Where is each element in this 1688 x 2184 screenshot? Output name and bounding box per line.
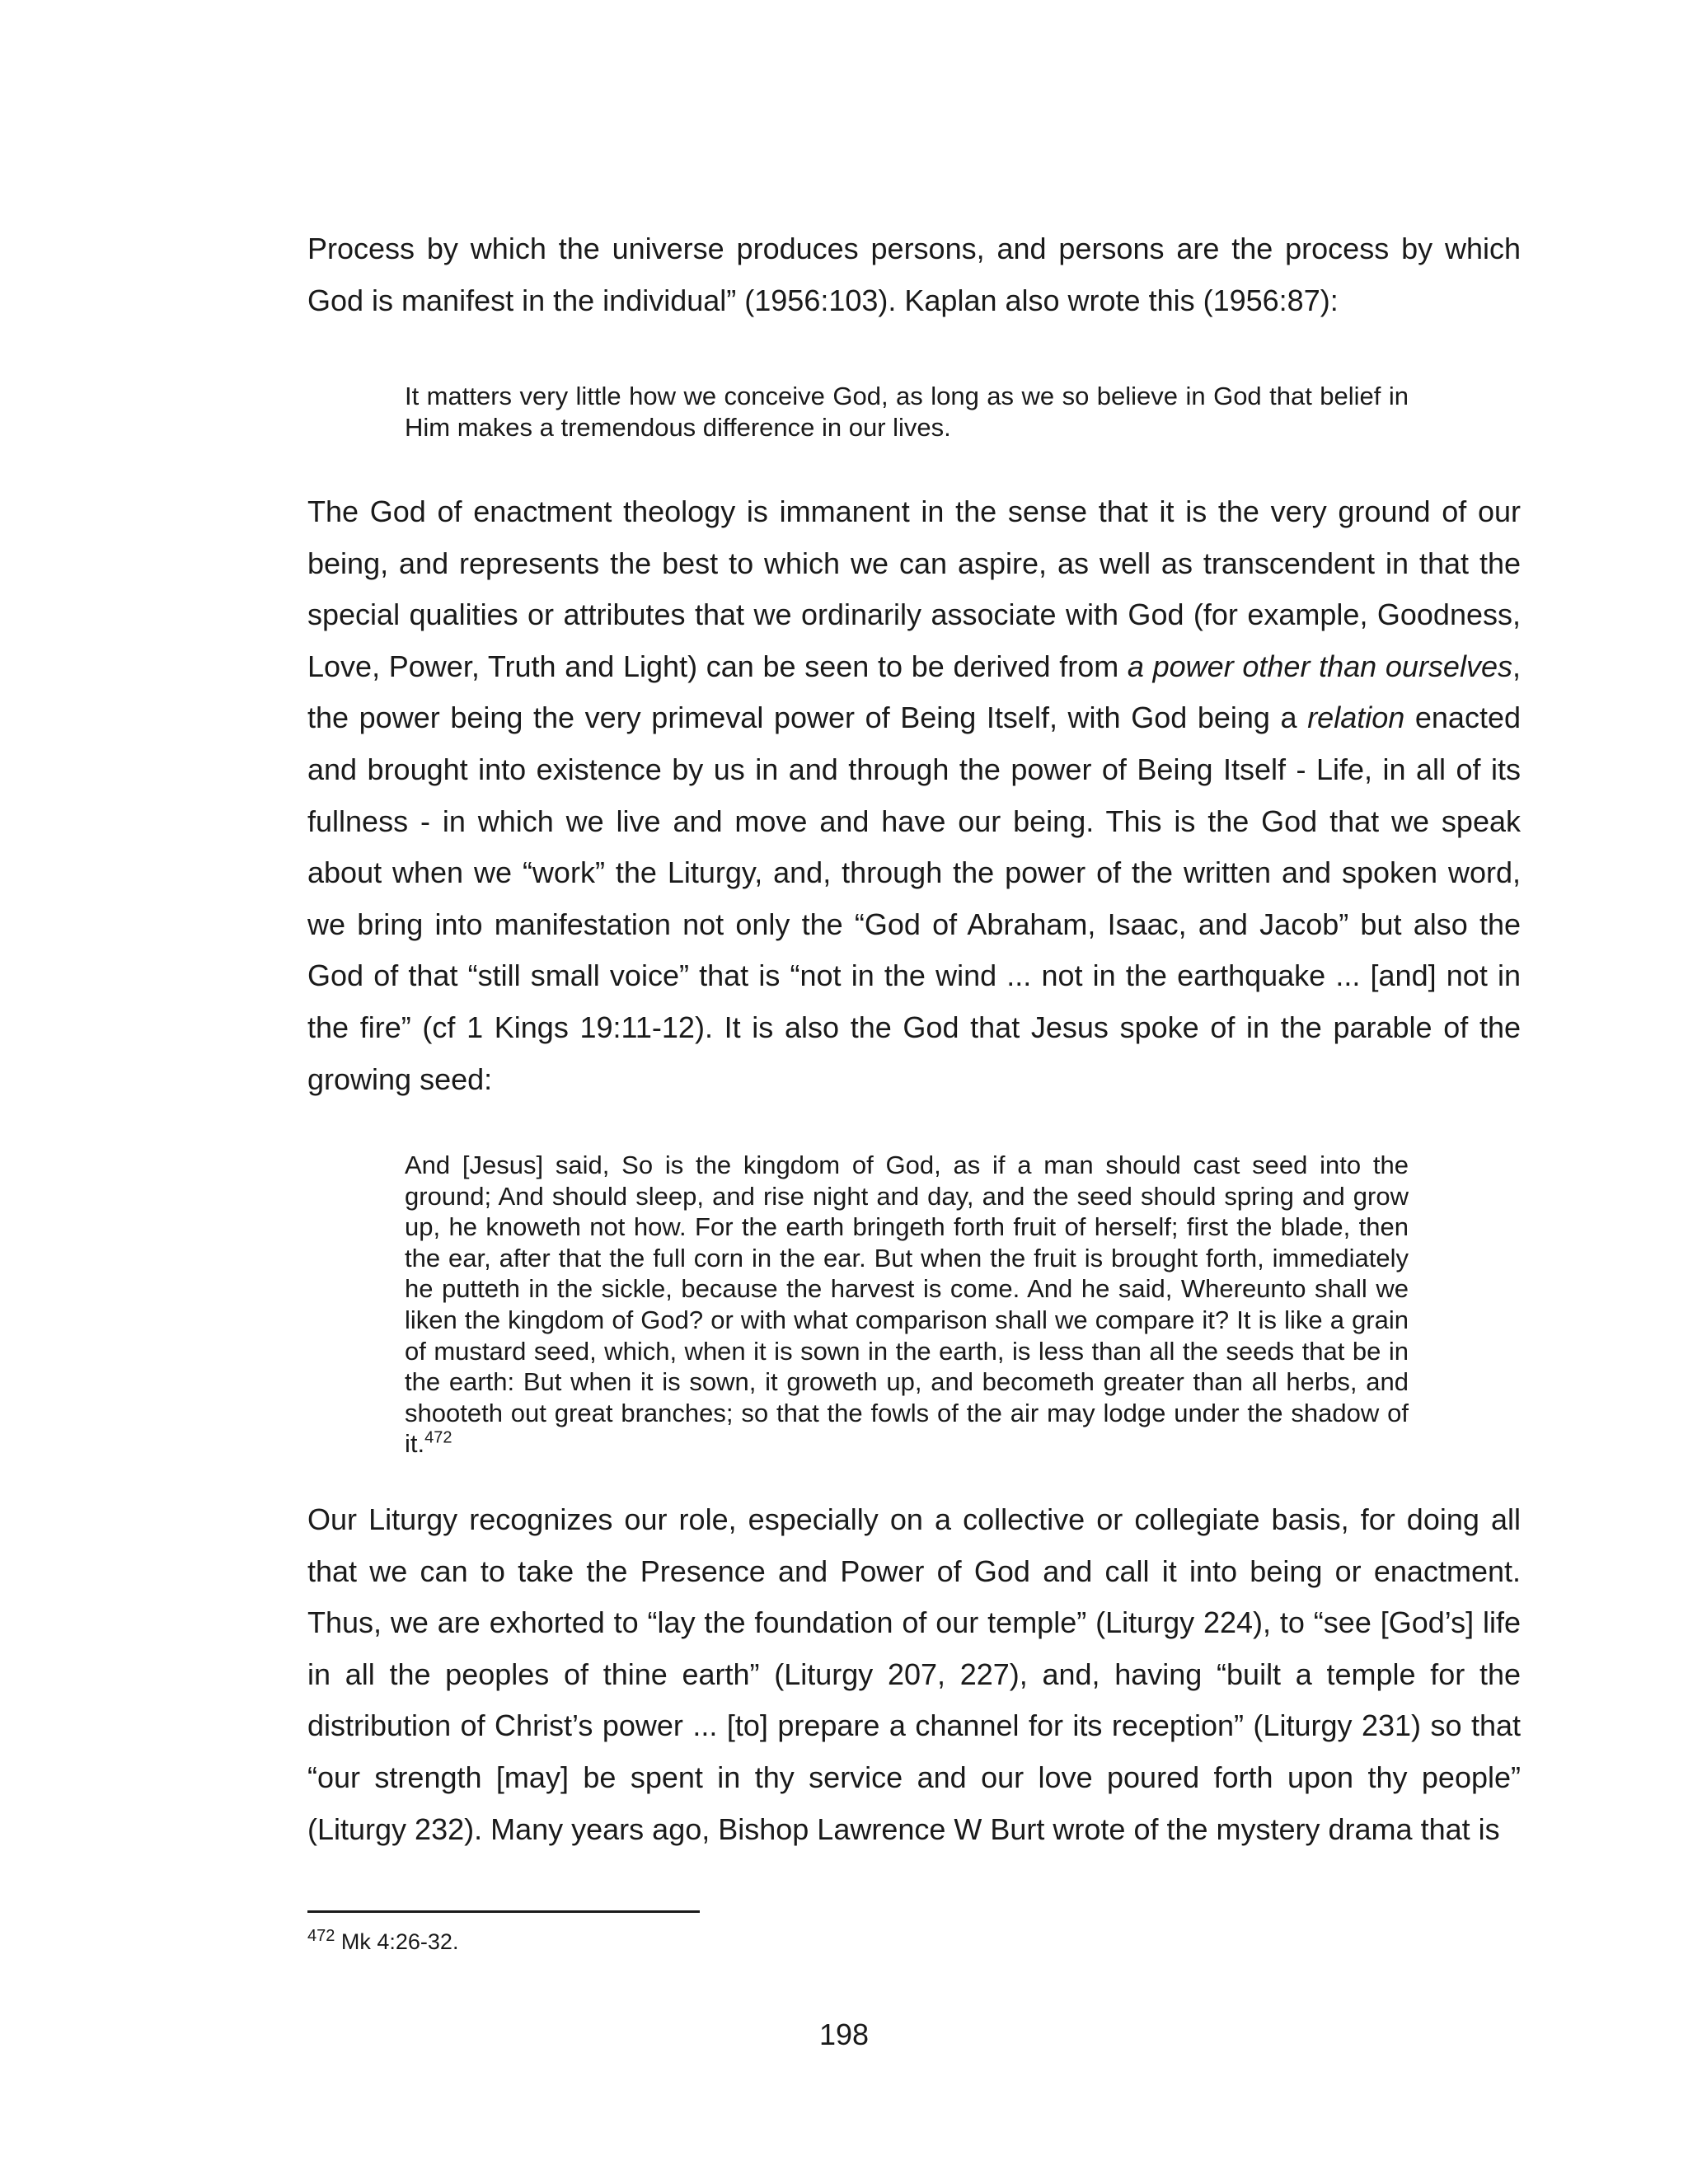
block-quote-kaplan xyxy=(405,381,1409,443)
paragraph-liturgy-role xyxy=(307,1494,1521,1855)
footnote-reference[interactable]: 472 xyxy=(424,1429,452,1448)
page-number: 198 xyxy=(818,2018,870,2051)
emphasis-text: a power other than ourselves xyxy=(1127,649,1512,683)
paragraph-text: The God of enactment theology is immanent in the sense that it is the very ground of our being, and represents the best to which we can aspire, as well as transcendent in that the special qualities or attributes that we ordinarily associate with God (for example, Goodness, Love, Power, Truth and Light) can be seen to be derived from xyxy=(307,494,1521,683)
footnote xyxy=(307,1927,458,1957)
paragraph-text: Process by which the universe produces persons, and persons are the process by which God is manifest in the individual” (1956:103). Kaplan also wrote this (1956:87): xyxy=(307,232,1521,317)
footnote-separator xyxy=(307,1910,700,1913)
footnote-number: 472 xyxy=(307,1927,335,1945)
paragraph-text: , the power being the very primeval power of Being Itself, with God being a xyxy=(307,649,1521,735)
paragraph-text: Our Liturgy recognizes our role, especially on a collective or collegiate basis, for doing all that we can to take the Presence and Power of God and call it into being or enactment. Thus, we are exhorted to “lay the foundation of our temple” (Liturgy 224), to “see [God’s] life in all the peoples of thine earth” (Liturgy 207, 227), and, having “built a temple for the distribution of Christ’s power ... [to] prepare a channel for its reception” (Liturgy 231) so that “our strength [may] be spent in thy service and our love poured forth upon thy people” (Liturgy 232). Many years ago, Bishop Lawrence W Burt wrote of the mystery drama that is xyxy=(307,1502,1521,1846)
paragraph-kaplan-quote-intro xyxy=(307,223,1521,326)
quote-text: And [Jesus] said, So is the kingdom of God, as if a man should cast seed into the ground; And should sleep, and rise night and day, and the seed should spring and grow up, he knoweth not how. For the earth bringeth forth fruit of herself; first the blade, then the ear, after that the full corn in the ear. But when the fruit is brought forth, immediately he putteth in the sickle, because the harvest is come. And he said, Whereunto shall we liken the kingdom of God? or with what comparison shall we compare it? It is like a grain of mustard seed, which, when it is sown in the earth, is less than all the seeds that be in the earth: But when it is sown, it groweth up, and becometh greater than all herbs, and shooteth out great branches; so that the fowls of the air may lodge under the shadow of it. xyxy=(405,1151,1409,1459)
block-quote-growing-seed xyxy=(405,1150,1409,1460)
paragraph-enactment-theology xyxy=(307,486,1521,1105)
emphasis-text: relation xyxy=(1307,701,1405,735)
footnote-text: Mk 4:26-32. xyxy=(335,1929,459,1954)
paragraph-text: enacted and brought into existence by us in and through the power of Being Itself - Life, in all of its fullness - in which we live and move and have our being. This is the God that we speak about when we “work” the Liturgy, and, through the power of the written and spoken word, we bring into manifestation not only the “God of Abraham, Isaac, and Jacob” but also the God of that “still small voice” that is “not in the wind ... not in the earthquake ... [and] not in the fire” (cf 1 Kings 19:11-12). It is also the God that Jesus spoke of in the parable of the growing seed: xyxy=(307,701,1521,1096)
quote-text: It matters very little how we conceive God, as long as we so believe in God that belief in Him makes a tremendous difference in our lives. xyxy=(405,382,1409,442)
